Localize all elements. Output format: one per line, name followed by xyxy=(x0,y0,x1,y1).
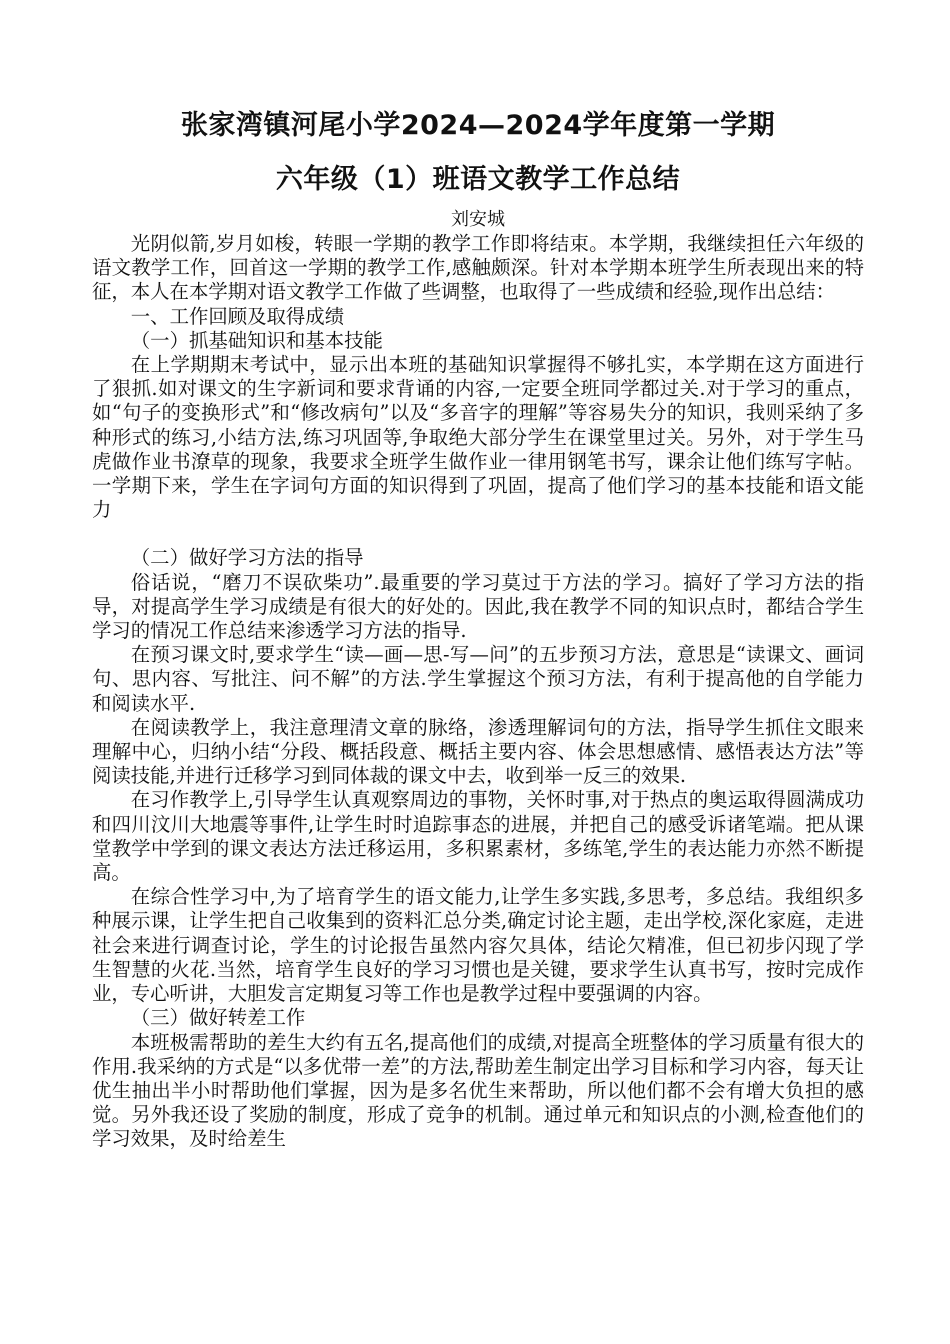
document-author: 刘安城 xyxy=(451,209,505,230)
document-title-line1: 张家湾镇河尾小学2024—2024学年度第一学期 xyxy=(180,110,776,141)
section-heading: （三）做好转差工作 xyxy=(130,1006,306,1030)
body-paragraph: 光阴似箭,岁月如梭，转眼一学期的教学工作即将结束。本学期，我继续担任六年级的语文教学工作，回首这一学期的教学工作,感触颇深。针对本学期本班学生所表现出来的特征，本人在本学期对语文教学工作做了些调整，也取得了一些成绩和经验,现作出总结： xyxy=(92,232,864,304)
body-paragraph: 在综合性学习中,为了培育学生的语文能力,让学生多实践,多思考，多总结。我组织多种展示课，让学生把自己收集到的资料汇总分类,确定讨论主题，走出学校,深化家庭，走进社会来进行调查讨论，学生的讨论报告虽然内容欠具体，结论欠精准，但已初步闪现了学生智慧的火花.当然，培育学生良好的学习习惯也是关键，要求学生认真书写，按时完成作业，专心听讲，大胆发言定期复习等工作也是教学过程中要强调的内容。 xyxy=(92,885,864,1006)
section-heading: 一、工作回顾及取得成绩 xyxy=(130,304,345,328)
document-page xyxy=(92,100,864,1152)
document-title-line2: 六年级（1）班语文教学工作总结 xyxy=(275,164,681,195)
document-body xyxy=(92,232,864,1152)
body-paragraph: 在阅读教学上，我注意理清文章的脉络，渗透理解词句的方法，指导学生抓住文眼来理解中心，归纳小结“分段、概括段意、概括主要内容、体会思想感情、感悟表达方法”等阅读技能,并进行迁移学习到同体裁的课文中去，收到举一反三的效果. xyxy=(92,715,864,788)
body-paragraph: 在预习课文时,要求学生“读—画—思-写—问”的五步预习方法，意思是“读课文、画词句、思内容、写批注、问不解”的方法.学生掌握这个预习方法，有利于提高他的自学能力和阅读水平. xyxy=(92,643,864,715)
body-paragraph: 在习作教学上,引导学生认真观察周边的事物，关怀时事,对于热点的奥运取得圆满成功和四川汶川大地震等事件,让学生时时追踪事态的进展，并把自己的感受诉诸笔端。把从课堂教学中学到的课文表达方法迁移运用，多积累素材，多练笔,学生的表达能力亦然不断提高。 xyxy=(92,788,864,885)
body-paragraph: 本班极需帮助的差生大约有五名,提高他们的成绩,对提高全班整体的学习质量有很大的作用.我采纳的方式是“以多优带一差”的方法,帮助差生制定出学习目标和学习内容，每天让优生抽出半小时帮助他们掌握，因为是多名优生来帮助，所以他们都不会有增大负担的感觉。另外我还设了奖励的制度，形成了竞争的机制。通过单元和知识点的小测,检查他们的学习效果，及时给差生 xyxy=(92,1030,864,1151)
section-heading: （一）抓基础知识和基本技能 xyxy=(130,328,383,352)
paragraph-gap xyxy=(92,522,864,546)
body-paragraph: 在上学期期末考试中，显示出本班的基础知识掌握得不够扎实，本学期在这方面进行了狠抓.如对课文的生字新词和要求背诵的内容,一定要全班同学都过关.对于学习的重点，如“句子的变换形式”和“修改病句”以及“多音字的理解”等容易失分的知识，我则采纳了多种形式的练习,小结方法,练习巩固等,争取绝大部分学生在课堂里过关。另外，对于学生马虎做作业书潦草的现象，我要求全班学生做作业一律用钢笔书写，课余让他们练写字帖。一学期下来，学生在字词句方面的知识得到了巩固，提高了他们学习的基本技能和语文能力 xyxy=(92,353,864,522)
body-paragraph: 俗话说，“磨刀不误砍柴功”.最重要的学习莫过于方法的学习。搞好了学习方法的指导，对提高学生学习成绩是有很大的好处的。因此,我在教学不同的知识点时，都结合学生学习的情况工作总结来渗透学习方法的指导. xyxy=(92,570,864,643)
section-heading: （二）做好学习方法的指导 xyxy=(130,546,364,570)
